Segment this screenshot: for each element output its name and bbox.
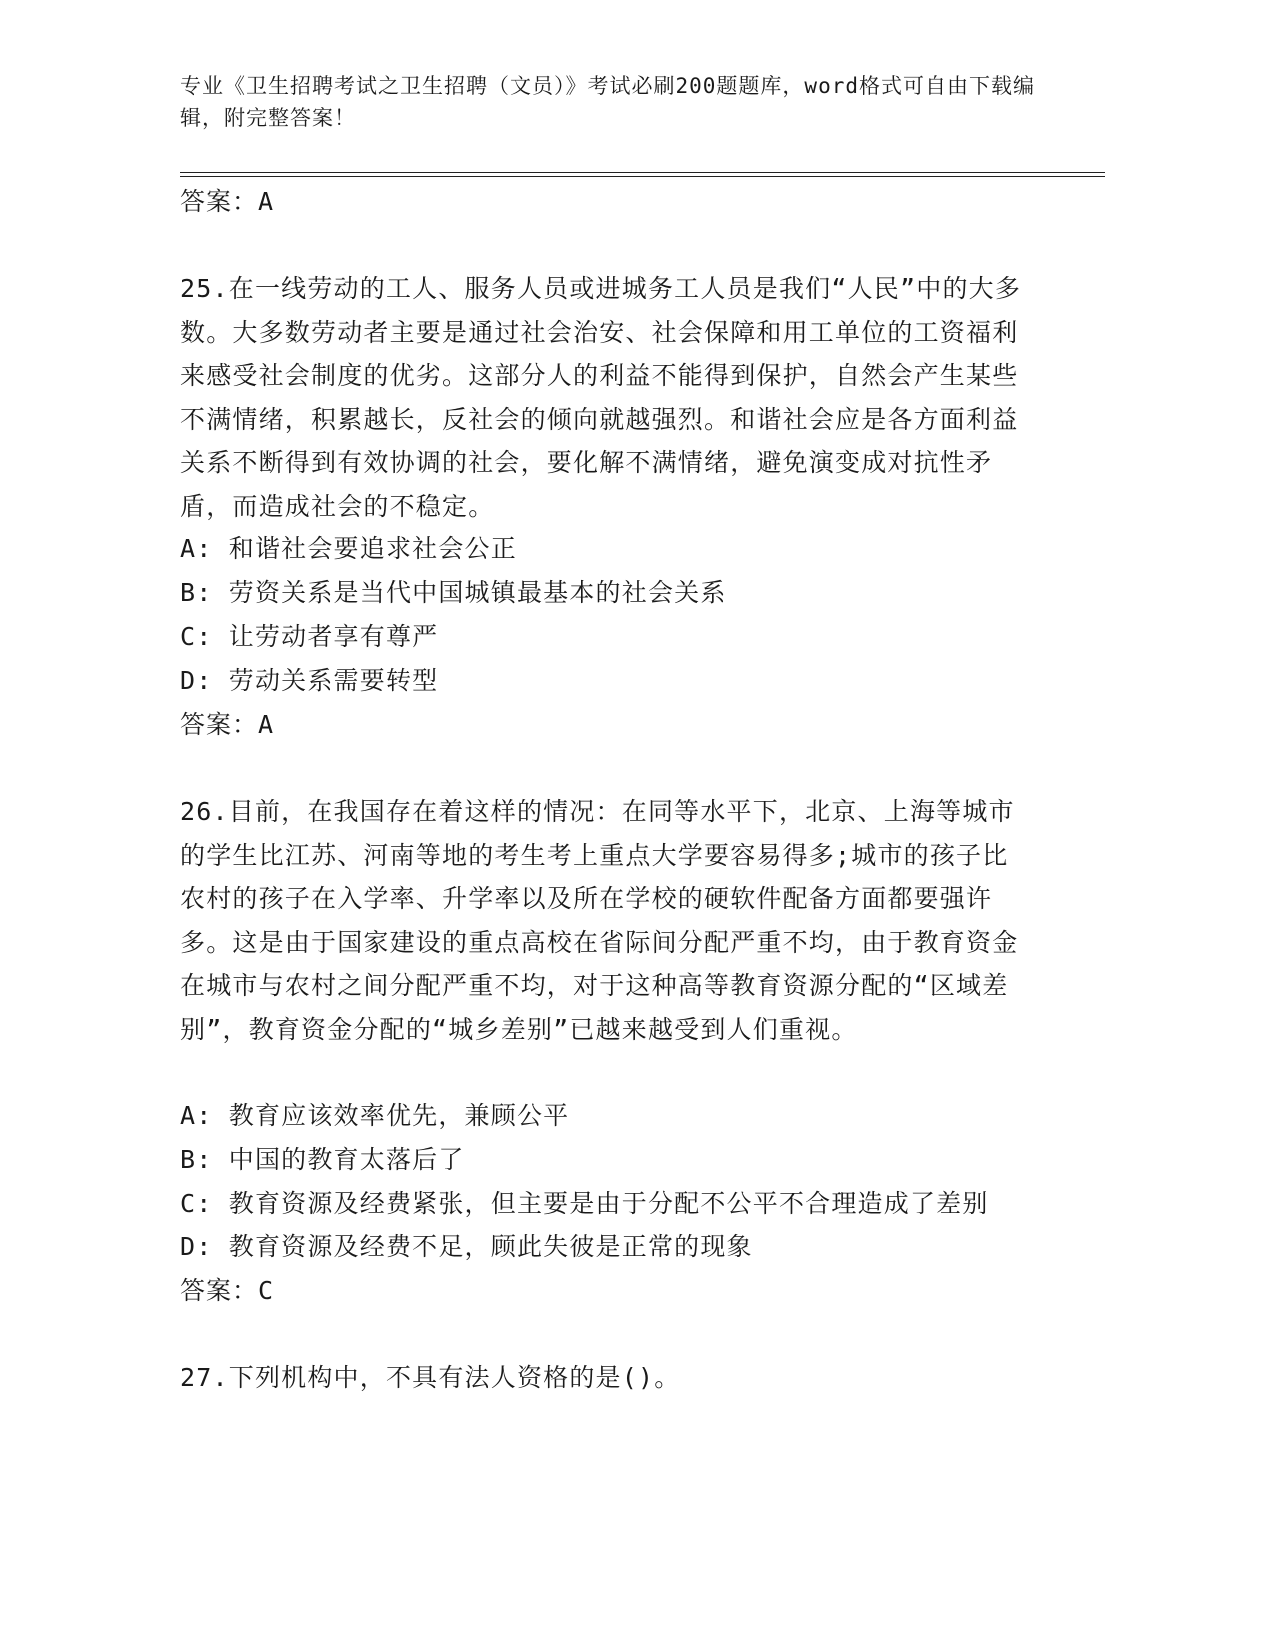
page-header: 专业《卫生招聘考试之卫生招聘（文员）》考试必刷200题题库，word格式可自由下载编辑，附完整答案！ — [180, 74, 1035, 130]
answer-value: C — [258, 1276, 275, 1305]
question-26-option-d: D: 教育资源及经费不足，顾此失彼是正常的现象 — [180, 1232, 753, 1261]
question-25-text: 25.在一线劳动的工人、服务人员或进城务工人员是我们“人民”中的大多数。大多数劳动者主要是通过社会治安、社会保障和用工单位的工资福利来感受社会制度的优劣。这部分人的利益不能得到保护，自然会产生某些不满情绪，积累越长，反社会的倾向就越强烈。和谐社会应是各方面利益关系不断得到有效协调的社会，要化解不满情绪，避免演变成对抗性矛盾，而造成社会的不稳定。 — [180, 274, 1022, 521]
answer-label: 答案： — [180, 710, 259, 739]
header-divider-thin — [180, 176, 1105, 177]
answer-prev — [180, 186, 274, 218]
question-25-option-b: B: 劳资关系是当代中国城镇最基本的社会关系 — [180, 578, 727, 607]
question-26-option-a: A: 教育应该效率优先，兼顾公平 — [180, 1101, 570, 1130]
question-26-option-c: C: 教育资源及经费紧张，但主要是由于分配不公平不合理造成了差别 — [180, 1189, 989, 1218]
answer-value: A — [258, 187, 275, 216]
question-25-option-a: A: 和谐社会要追求社会公正 — [180, 534, 517, 563]
header-divider — [180, 172, 1105, 173]
question-25-answer — [180, 709, 274, 741]
question-26-text: 26.目前，在我国存在着这样的情况：在同等水平下，北京、上海等城市的学生比江苏、河南等地的考生考上重点大学要容易得多;城市的孩子比农村的孩子在入学率、升学率以及所在学校的硬软件配备方面都要强许多。这是由于国家建设的重点高校在省际间分配严重不均，由于教育资金在城市与农村之间分配严重不均，对于这种高等教育资源分配的“区域差别”，教育资金分配的“城乡差别”已越来越受到人们重视。 — [180, 797, 1019, 1044]
question-25-option-d: D: 劳动关系需要转型 — [180, 666, 439, 695]
question-27-text: 27.下列机构中，不具有法人资格的是()。 — [180, 1363, 681, 1392]
answer-label: 答案： — [180, 187, 259, 216]
answer-value: A — [258, 710, 275, 739]
question-26-answer — [180, 1275, 274, 1307]
question-26-option-b: B: 中国的教育太落后了 — [180, 1145, 465, 1174]
answer-label: 答案： — [180, 1276, 259, 1305]
question-25-option-c: C: 让劳动者享有尊严 — [180, 622, 439, 651]
